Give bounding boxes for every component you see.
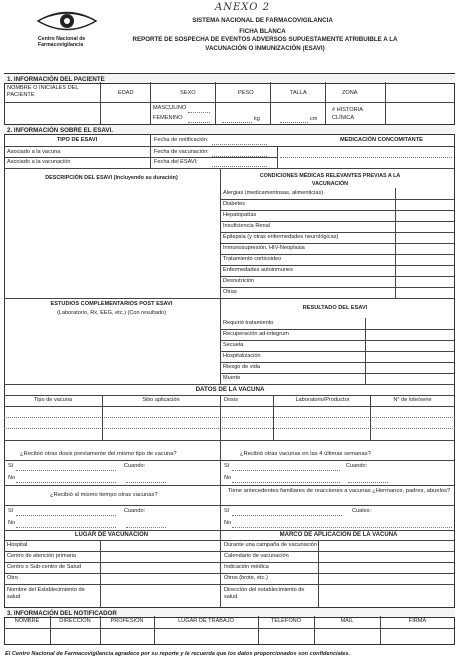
notifier-col-divider <box>380 616 381 645</box>
condition-item: Alergias (medicamentosas, alimenticias) <box>223 190 324 196</box>
condition-item: Insuficiencia Renal <box>223 223 270 229</box>
condition-item: Diabetes <box>223 201 246 207</box>
notifier-col: MAIL <box>340 618 354 624</box>
condition-item: Epilepsia (y otras enfermedades neurológicas) <box>223 234 339 240</box>
studies-title: ESTUDIOS COMPLEMENTARIOS POST ESAVI <box>50 301 173 307</box>
question-previous-doses: ¿Recibió otras dosis previamente del mismo tipo de vacuna? <box>20 451 177 457</box>
notifier-col-divider <box>154 616 155 645</box>
notifier-col: PROFESIÓN <box>110 618 144 624</box>
vaccination-date-label: Fecha de vacunación: <box>154 149 209 155</box>
condition-rule <box>220 276 455 277</box>
section-esavi-title: 2. INFORMACIÓN SOBRE EL ESAVI. <box>7 126 114 134</box>
place-item: Centro o Sub-centro de Salud <box>7 564 82 570</box>
concomitant-label: MEDICACIÓN CONCOMITANTE <box>340 137 423 143</box>
condition-item: Enfermedades autoinmunes <box>223 267 293 273</box>
mark-rule <box>220 584 455 585</box>
notifier-col: LUGAR DE TRABAJO <box>178 618 234 624</box>
result-rule <box>220 351 455 352</box>
result-item: Recuperación ad-integrum <box>223 331 289 337</box>
record-label: # HISTORIA CLÍNICA <box>332 107 363 121</box>
place-item: Otro <box>7 575 18 581</box>
condition-item: Inmunosupresión. HIV-Neoplasia <box>223 245 305 251</box>
assoc-vaccination-label: Asociado a la vacunación <box>7 159 71 165</box>
place-item: Hospital <box>7 542 28 548</box>
family-cuales: Cuales: <box>352 508 371 514</box>
kg-unit: kg <box>254 116 260 122</box>
prev-cuando: Cuando: <box>124 463 146 469</box>
last4-si: Sí <box>224 463 230 469</box>
form-title-line1: REPORTE DE SOSPECHA DE EVENTOS ADVERSOS SUPUESTAMENTE ATRIBUIBLE A LA <box>132 36 398 43</box>
assoc-vaccine-label: Asociado a la vacuna <box>7 149 61 155</box>
section-esavi <box>4 124 455 135</box>
last4-no: No <box>224 475 232 481</box>
height-label: TALLA <box>290 90 307 96</box>
notifier-col-divider <box>100 616 101 645</box>
family-no: No <box>224 520 232 526</box>
condition-rule <box>220 287 455 288</box>
mark-title: MARCO DE APLICACIÓN DE LA VACUNA <box>279 532 398 538</box>
place-rule <box>4 562 220 563</box>
result-item: Muerte <box>223 375 241 381</box>
same-si: Sí <box>8 508 14 514</box>
notifier-col-divider <box>258 616 259 645</box>
condition-item: Otras <box>223 289 237 295</box>
esavi-description-label: DESCRIPCIÓN DEL ESAVI (Incluyendo su duración) <box>45 175 178 181</box>
condition-item: Hepatopatías <box>223 212 257 218</box>
esavi-type-label: TIPO DE ESAVI <box>56 137 98 143</box>
studies-subtitle: (Laboratorio, Rx, EEG, etc.) (Con resultado) <box>56 310 167 316</box>
condition-rule <box>220 210 455 211</box>
logo <box>34 10 104 50</box>
result-item: Hospitalización <box>223 353 261 359</box>
age-label: EDAD <box>118 90 134 96</box>
notifier-col-divider <box>314 616 315 645</box>
place-item: Nombre del Establecimiento de salud <box>7 587 85 600</box>
notifier-col: TELÉFONO <box>270 618 302 624</box>
place-rule <box>4 584 220 585</box>
section-patient <box>4 73 455 84</box>
notifier-col: DIRECCIÓN <box>59 618 91 624</box>
zone-label: ZONA <box>342 90 358 96</box>
section-notifier-title: 3. INFORMACIÓN DEL NOTIFICADOR <box>7 609 117 617</box>
conditions-title: CONDICIONES MÉDICAS RELEVANTES PREVIAS A LA VACUNACIÓN <box>259 173 401 187</box>
system-title: SISTEMA NACIONAL DE FARMACOVIGILANCIA <box>192 17 333 24</box>
result-item: Riesgo de vida <box>223 364 261 370</box>
mark-item: Dirección del establecimiento de salud <box>224 587 305 600</box>
notifier-col: NOMBRE <box>14 618 40 624</box>
condition-rule <box>220 221 455 222</box>
result-rule <box>220 329 455 330</box>
eye-logo-icon <box>36 10 98 32</box>
female-label: FEMENINO <box>153 115 183 121</box>
cm-unit: cm <box>310 116 318 122</box>
prev-si: Sí <box>8 463 14 469</box>
mark-item: Indicación médica <box>224 564 269 570</box>
col-vaccine-type: Tipo de vacuna <box>33 397 73 403</box>
mark-rule <box>220 562 455 563</box>
condition-item: Tratamiento corticoideo <box>223 256 282 262</box>
same-cuando: Cuando: <box>124 508 146 514</box>
notifier-col-divider <box>50 616 51 645</box>
condition-item: Desnutrición <box>223 278 255 284</box>
footer-note: El Centro Nacional de Farmacovigilancia agradece por su reporte y le recuerda que los datos proporcionados son confidenciales. <box>5 651 351 657</box>
esavi-date-label: Fecha del ESAVI: <box>154 159 198 165</box>
section-notifier <box>4 607 455 618</box>
result-title: RESULTADO DEL ESAVI <box>302 305 368 311</box>
form-name: FICHA BLANCA <box>239 28 286 35</box>
annex-label: ANEXO 2 <box>215 2 270 13</box>
form-title-line2: VACUNACIÓN O INMUNIZACIÓN (ESAVI) <box>205 45 325 52</box>
condition-rule <box>220 199 455 200</box>
condition-rule <box>220 265 455 266</box>
place-title: LUGAR DE VACUNACIÓN <box>74 532 149 538</box>
condition-rule <box>220 232 455 233</box>
logo-text: Centro Nacional de Farmacovigilancia <box>38 36 86 48</box>
notification-date-label: Fecha de notificación: <box>154 137 209 143</box>
result-item: Secuela <box>223 342 244 348</box>
prev-no: No <box>8 475 16 481</box>
vaccine-data-title: DATOS DE LA VACUNA <box>195 386 265 393</box>
mark-item: Durante una campaña de vacunación <box>224 542 317 548</box>
col-lab: Laboratorio/Productor <box>295 397 350 403</box>
result-item: Requirió tratamiento <box>223 320 274 326</box>
mark-rule <box>220 551 455 552</box>
same-no: No <box>8 520 16 526</box>
place-rule <box>4 573 220 574</box>
question-same-time: ¿Recibió al mismo tiempo otras vacunas? <box>50 492 158 498</box>
notifier-col: FIRMA <box>408 618 427 624</box>
mark-item: Calendario de vacunación <box>224 553 289 559</box>
mark-item: Otros (brote, etc.) <box>224 575 268 581</box>
result-rule <box>220 362 455 363</box>
question-last-4-weeks: ¿Recibió otras vacunas en las 4 últimas semanas? <box>240 451 371 457</box>
condition-rule <box>220 254 455 255</box>
col-dose: Dosis <box>224 397 238 403</box>
condition-rule <box>220 243 455 244</box>
col-lot: N° de lote/serie <box>393 397 432 403</box>
question-family-history: Tiene antecedentes familiares de reacciones a vacunas ¿Hermanos, padres, abuelos? <box>227 488 451 494</box>
sex-label: SEXO <box>180 90 196 96</box>
place-item: Centro de atención primaria <box>7 553 77 559</box>
section-patient-title: 1. INFORMACIÓN DEL PACIENTE <box>7 75 105 83</box>
result-rule <box>220 373 455 374</box>
result-rule <box>220 340 455 341</box>
last4-cuando: Cuando: <box>346 463 368 469</box>
mark-rule <box>220 573 455 574</box>
place-rule <box>4 551 220 552</box>
patient-name-label: NOMBRE O INICIALES DEL PACIENTE <box>7 85 79 98</box>
family-si: Sí <box>224 508 230 514</box>
male-label: MASCULINO <box>153 105 187 111</box>
weight-label: PESO <box>238 90 254 96</box>
col-site: Sitio aplicación <box>142 397 180 403</box>
